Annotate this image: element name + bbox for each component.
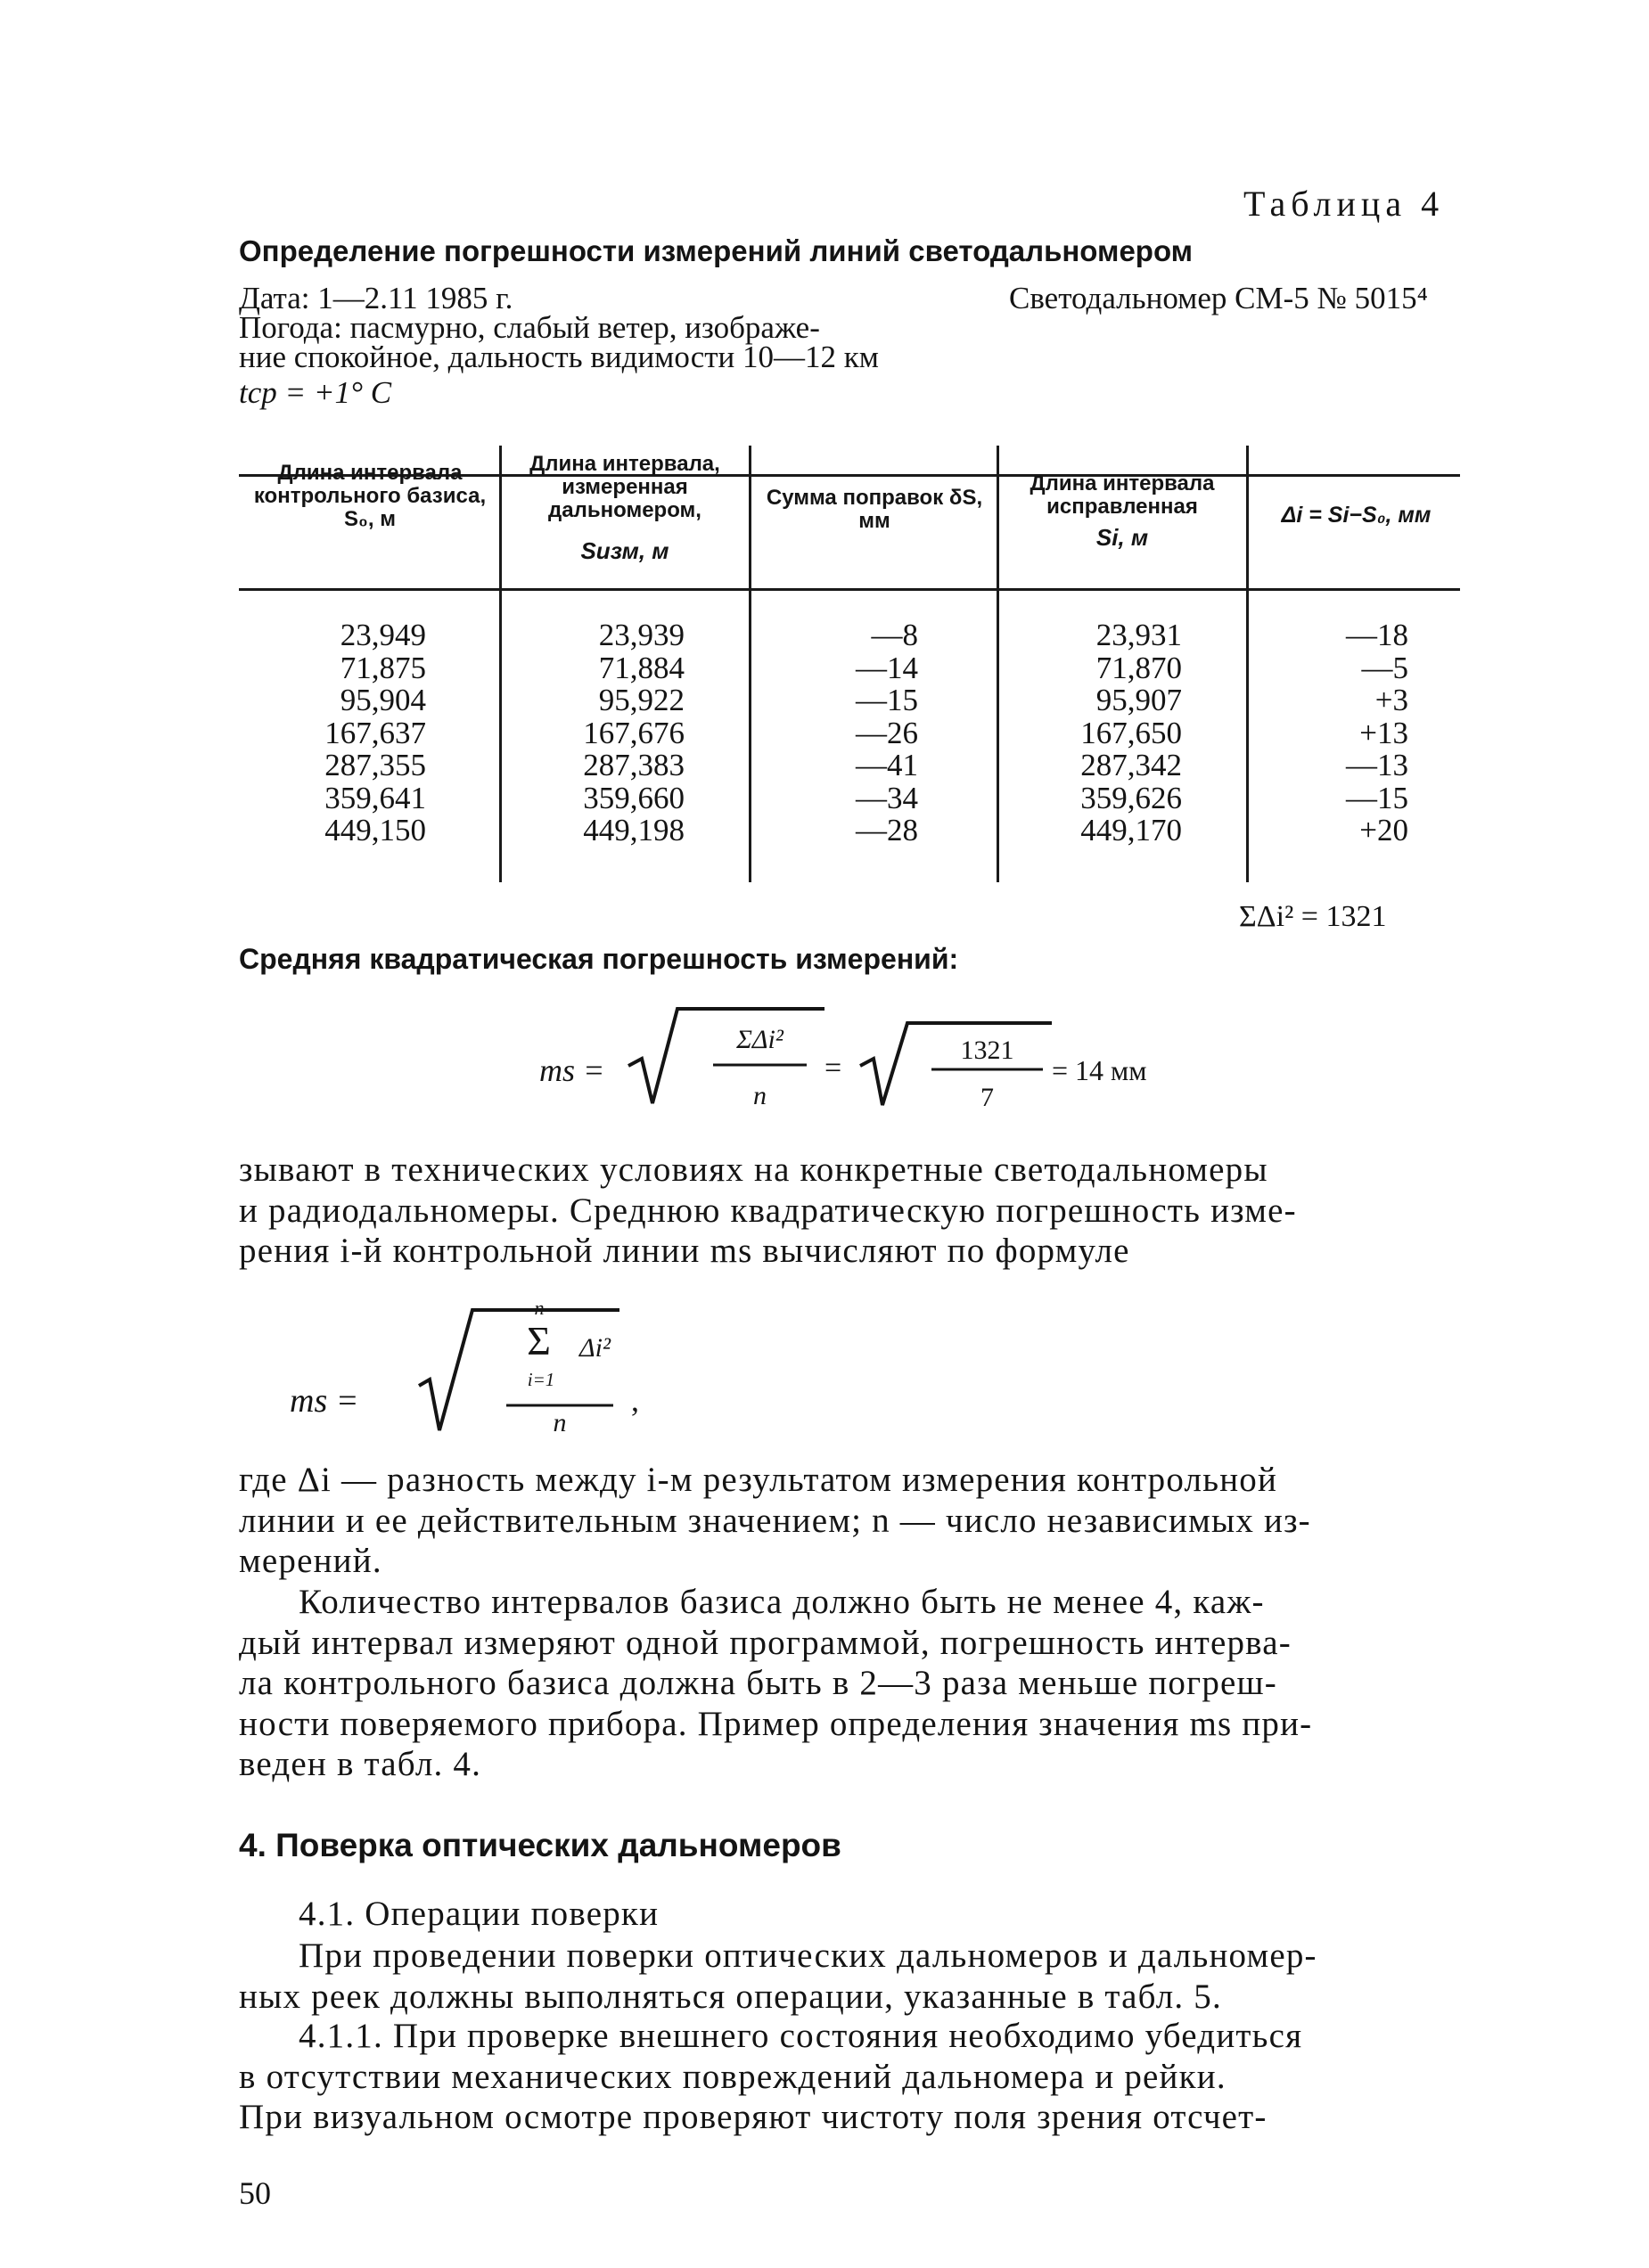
formula-intro: Средняя квадратическая погрешность измерений: bbox=[239, 943, 959, 975]
paragraph-inspection: 4.1.1. При проверке внешнего состояния необходимо убедиться в отсутствии механических повреждений дальномера и рейки. При визуальном осмотре проверяют чистоту поля зрения отсчет- bbox=[239, 2017, 1303, 2136]
formula1-value-denominator: 7 bbox=[980, 1083, 994, 1112]
meta-temperature: tср = +1° С bbox=[239, 375, 392, 410]
sum-of-squares: ΣΔi² = 1321 bbox=[1239, 900, 1387, 933]
paragraph-operations: При проведении поверки оптических дальномеров и дальномер- ных реек должны выполняться операции, указанные в табл. 5. bbox=[239, 1936, 1317, 2016]
header-measured-length: Длина интервала, измеренная дальномером, bbox=[529, 452, 720, 522]
table-cell: —34 bbox=[856, 780, 918, 815]
table-cell: 167,676 bbox=[583, 715, 685, 750]
table-cell: 359,626 bbox=[1080, 780, 1182, 815]
table-cell: 71,870 bbox=[1095, 650, 1182, 685]
table-cell: —14 bbox=[856, 650, 918, 685]
table-cell: —26 bbox=[856, 715, 918, 750]
paragraph-intro: зывают в технических условиях на конкретные светодальномеры и радиодальномеры. Среднюю квадратическую погрешность изме- рения i-й контрольной линии ms вычисляют по формуле bbox=[239, 1150, 1297, 1270]
formula2-term: Δi² bbox=[579, 1333, 611, 1363]
table-cell: 95,922 bbox=[598, 683, 685, 717]
table-cell: +13 bbox=[1359, 715, 1408, 750]
table-cell: 167,637 bbox=[324, 715, 426, 750]
formula1-lhs: ms = bbox=[539, 1052, 605, 1088]
table-cell: —41 bbox=[856, 748, 918, 782]
table-cell: —28 bbox=[856, 813, 918, 847]
table-cell: 287,355 bbox=[324, 748, 426, 782]
header-measured-length-symbol: Sизм, м bbox=[580, 537, 669, 564]
table-cell: 359,641 bbox=[324, 780, 426, 815]
formula1-equals: = bbox=[824, 1052, 842, 1085]
table-cell: 287,383 bbox=[583, 748, 685, 782]
table-cell: 449,150 bbox=[324, 813, 426, 847]
formula1-result: = 14 мм bbox=[1052, 1054, 1147, 1086]
table-cell: 23,939 bbox=[598, 618, 685, 652]
table-caption: Таблица 4 bbox=[1243, 184, 1445, 224]
formula2-lhs: ms = bbox=[290, 1382, 359, 1420]
table-cell: —8 bbox=[871, 618, 918, 652]
formula2-sum-lower: i=1 bbox=[527, 1369, 555, 1390]
header-control-base-length: Длина интервала контрольного базиса, S₀, м bbox=[253, 461, 487, 531]
header-correction-sum: Сумма поправок δS, мм bbox=[766, 486, 983, 533]
table-cell: —18 bbox=[1346, 618, 1408, 652]
formula2-sum-upper: n bbox=[534, 1297, 545, 1319]
table-cell: 71,884 bbox=[598, 650, 685, 685]
formula2-denominator: n bbox=[553, 1408, 567, 1437]
meta-date: Дата: 1—2.11 1985 г. bbox=[239, 281, 513, 315]
table-cell: —5 bbox=[1361, 650, 1408, 685]
table-cell: 23,931 bbox=[1095, 618, 1182, 652]
table-cell: 71,875 bbox=[340, 650, 426, 685]
table-cell: 449,198 bbox=[583, 813, 685, 847]
table-cell: +20 bbox=[1359, 813, 1408, 847]
table-title: Определение погрешности измерений линий светодальномером bbox=[239, 234, 1194, 267]
table-cell: 287,342 bbox=[1080, 748, 1182, 782]
page-number: 50 bbox=[239, 2175, 271, 2211]
formula1-denominator: n bbox=[753, 1081, 767, 1110]
table-cell: —15 bbox=[1346, 780, 1408, 815]
table-cell: 23,949 bbox=[340, 618, 426, 652]
formula1-value-numerator: 1321 bbox=[960, 1036, 1014, 1065]
table-cell: 95,904 bbox=[340, 683, 426, 717]
table-cell: —13 bbox=[1346, 748, 1408, 782]
paragraph-intervals: Количество интервалов базиса должно быть не менее 4, каж- дый интервал измеряют одной программой, погрешность интерва- ла контрольного базиса должна быть в 2—3 раза меньше погреш- ности поверяемого прибора. Пример определения значения ms при- веден в табл. 4. bbox=[239, 1583, 1313, 1783]
section-heading: 4. Поверка оптических дальномеров bbox=[239, 1827, 841, 1863]
table-cell: 167,650 bbox=[1080, 715, 1182, 750]
header-corrected-length: Длина интервала исправленная bbox=[1030, 471, 1215, 519]
formula2-sum-symbol: Σ bbox=[527, 1318, 551, 1363]
table-cell: 359,660 bbox=[583, 780, 685, 815]
table-cell: +3 bbox=[1374, 683, 1408, 717]
table-cell: —15 bbox=[856, 683, 918, 717]
meta-weather-line1: Погода: пасмурно, слабый ветер, изображе- bbox=[239, 310, 820, 345]
formula1-numerator: ΣΔi² bbox=[736, 1025, 783, 1054]
table-cell: 449,170 bbox=[1080, 813, 1182, 847]
header-deviation: Δi = Si−S₀, мм bbox=[1281, 503, 1432, 528]
meta-weather-line2: ние спокойное, дальность видимости 10—12 км bbox=[239, 340, 879, 374]
paragraph-definition: где Δi — разность между i-м результатом измерения контрольной линии и ее действительным значением; n — число независимых из- мерений. bbox=[239, 1461, 1311, 1580]
meta-device: Светодальномер СМ-5 № 5015⁴ bbox=[1009, 281, 1428, 315]
subsection-heading: 4.1. Операции поверки bbox=[299, 1895, 660, 1933]
header-corrected-length-symbol: Si, м bbox=[1095, 524, 1149, 551]
formula2-comma: , bbox=[631, 1382, 639, 1418]
table-cell: 95,907 bbox=[1095, 683, 1182, 717]
